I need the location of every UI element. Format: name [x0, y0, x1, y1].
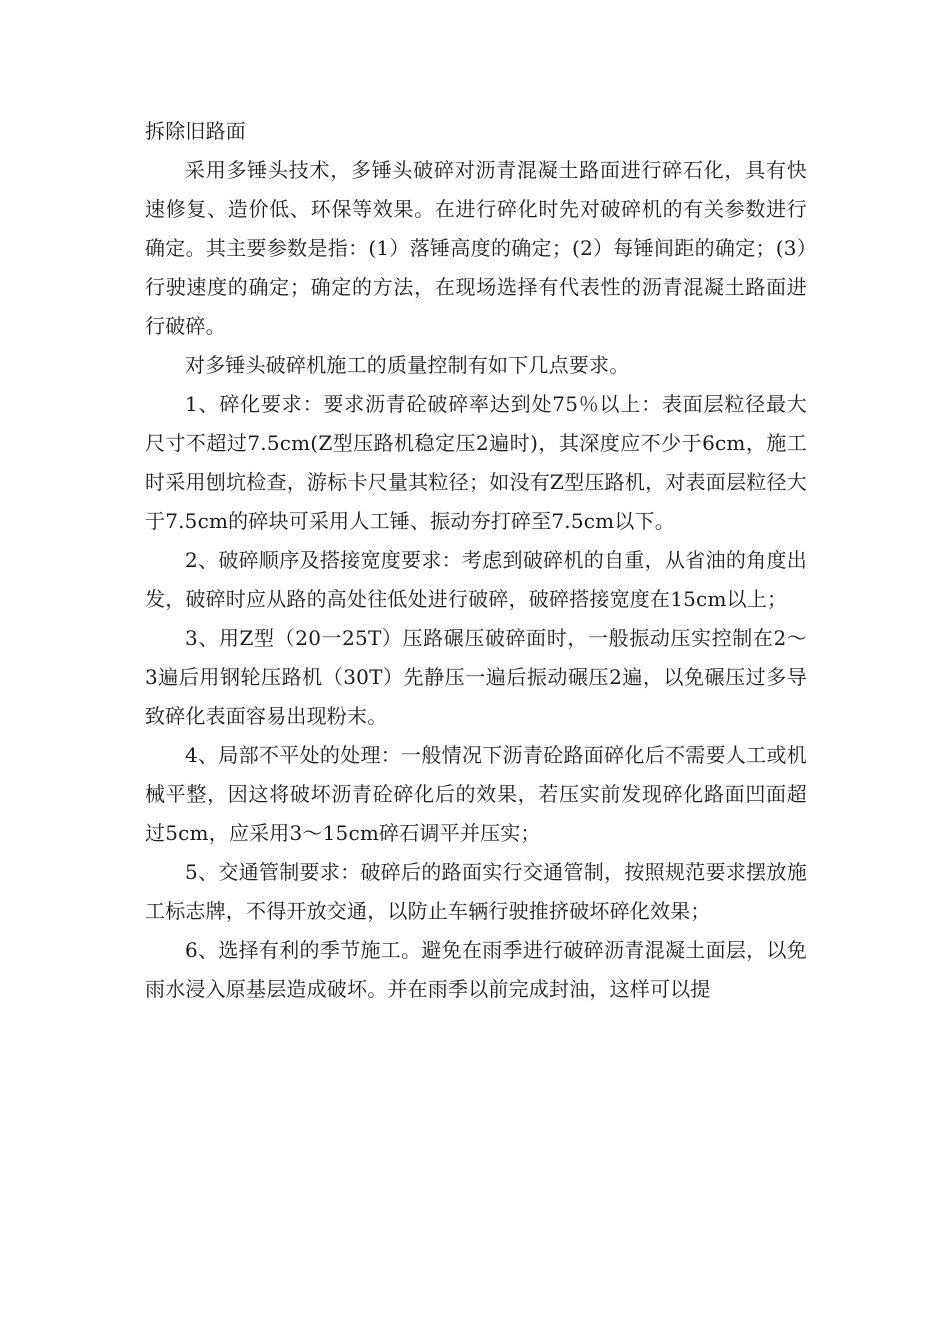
- paragraph-item-3: 3、用Z型（20一25T）压路碾压破碎面时，一般振动压实控制在2～3遍后用钢轮压路机（30T）先静压一遍后振动碾压2遍，以免碾压过多导致碎化表面容易出现粉末。: [145, 626, 807, 728]
- paragraph-intro: 采用多锤头技术，多锤头破碎对沥青混凝土路面进行碎石化，具有快速修复、造价低、环保等效果。在进行碎化时先对破碎机的有关参数进行确定。其主要参数是指：(1）落锤高度的确定；(2）每锤间距的确定；(3）行驶速度的确定；确定的方法，在现场选择有代表性的沥青混凝土路面进行破碎。: [145, 158, 807, 338]
- paragraph-item-1: 1、碎化要求：要求沥青砼破碎率达到处75％以上：表面层粒径最大尺寸不超过7.5cm(Z型压路机稳定压2遍时)，其深度应不少于6cm，施工时采用刨坑检查，游标卡尺量其粒径；如没有Z型压路机，对表面层粒径大于7.5cm的碎块可采用人工锤、振动夯打碎至7.5cm以下。: [145, 392, 807, 533]
- paragraph-item-2: 2、破碎顺序及搭接宽度要求：考虑到破碎机的自重，从省油的角度出发，破碎时应从路的高处往低处进行破碎，破碎搭接宽度在15cm以上；: [145, 548, 807, 611]
- paragraph-requirements-lead: 对多锤头破碎机施工的质量控制有如下几点要求。: [185, 353, 630, 377]
- paragraph-item-6: 6、选择有利的季节施工。避免在雨季进行破碎沥青混凝土面层，以免雨水浸入原基层造成破坏。并在雨季以前完成封油，这样可以提: [145, 938, 807, 1001]
- document-body: [145, 112, 807, 1009]
- section-heading: 拆除旧路面: [145, 119, 246, 143]
- paragraph-item-4: 4、局部不平处的处理：一般情况下沥青砼路面碎化后不需要人工或机械平整，因这将破坏沥青砼碎化后的效果，若压实前发现碎化路面凹面超过5cm，应采用3～15cm碎石调平并压实；: [145, 743, 807, 845]
- paragraph-item-5: 5、交通管制要求：破碎后的路面实行交通管制，按照规范要求摆放施工标志牌，不得开放交通，以防止车辆行驶推挤破坏碎化效果；: [145, 860, 807, 923]
